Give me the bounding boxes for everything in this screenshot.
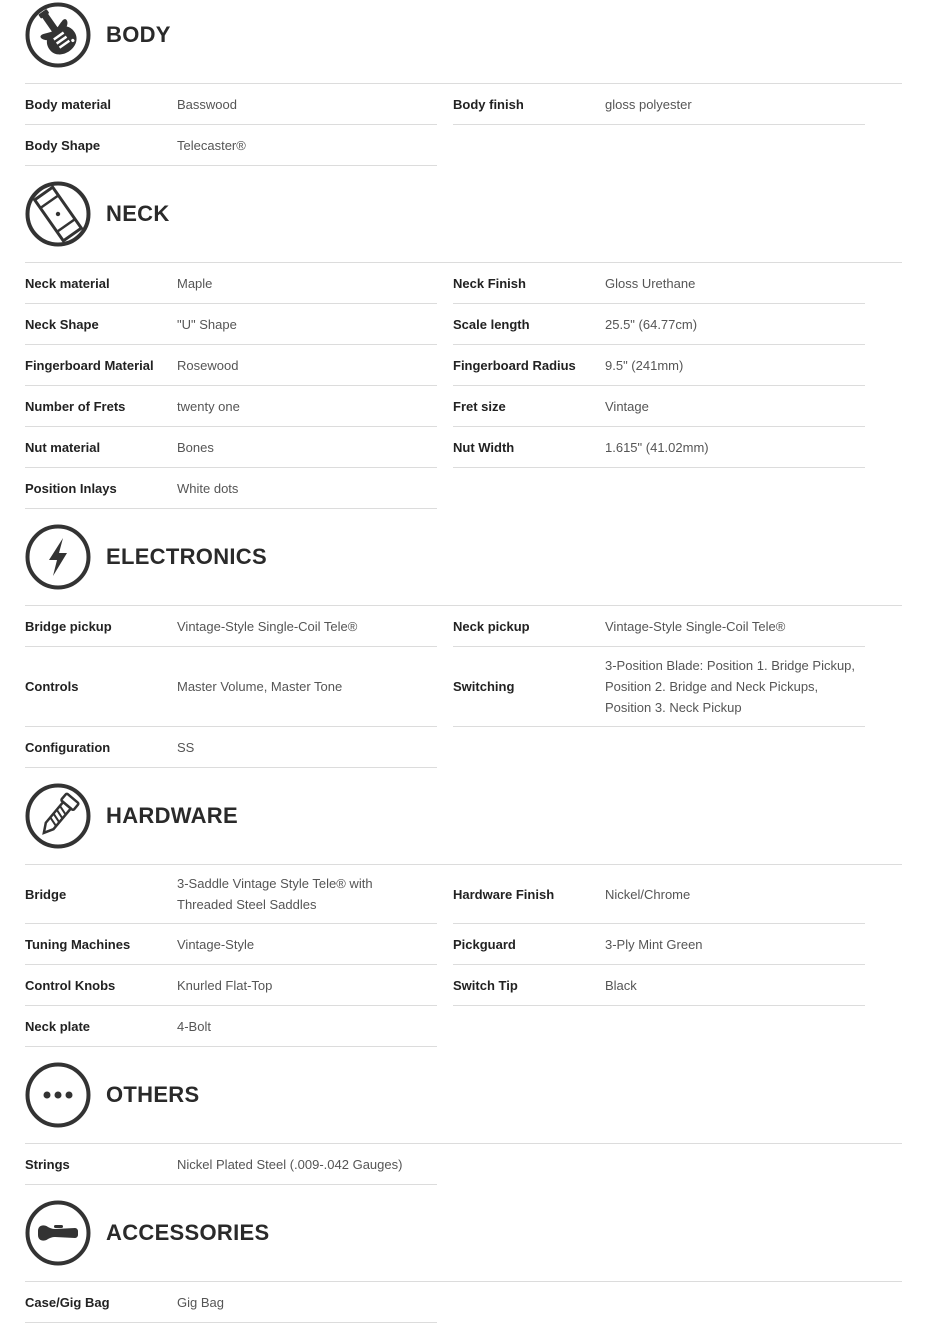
- section-header-hardware: [25, 783, 902, 849]
- neck-icon: [25, 181, 91, 247]
- spec-row-case-gig-bag: [25, 1282, 437, 1323]
- spec-row-nut-width: [453, 427, 865, 468]
- spec-row-switching: [453, 647, 865, 727]
- spec-value: Nickel Plated Steel (.009-.042 Gauges): [177, 1156, 403, 1172]
- spec-value: twenty one: [177, 398, 240, 414]
- spec-row-neck-finish: [453, 263, 865, 304]
- spec-value: 3-Position Blade: Position 1. Bridge Pickup, Position 2. Bridge and Neck Pickups, Position 3. Neck Pickup: [605, 658, 856, 715]
- spec-row-hardware-finish: [453, 865, 865, 924]
- section-header-neck: [25, 181, 902, 247]
- spec-label: Case/Gig Bag: [25, 1294, 110, 1310]
- spec-value: 4-Bolt: [177, 1018, 211, 1034]
- spec-label: Position Inlays: [25, 480, 117, 496]
- spec-value: Black: [605, 977, 637, 993]
- spec-row-neck-shape: [25, 304, 437, 345]
- spec-label: Controls: [25, 679, 79, 694]
- spec-value: Knurled Flat-Top: [177, 977, 273, 993]
- spec-row-controls: [25, 647, 437, 727]
- spec-value: 3-Saddle Vintage Style Tele® with Threaded Steel Saddles: [177, 876, 373, 912]
- spec-row-strings: [25, 1144, 437, 1185]
- spec-row-bridge: [25, 865, 437, 924]
- spec-label: Neck plate: [25, 1018, 91, 1034]
- screw-icon: [25, 783, 91, 849]
- spec-row-scale-length: [453, 304, 865, 345]
- spec-label: Body Shape: [25, 137, 101, 153]
- spec-row-neck-material: [25, 263, 437, 304]
- spec-value: 3-Ply Mint Green: [605, 936, 703, 952]
- spec-value: 9.5" (241mm): [605, 357, 684, 373]
- spec-label: Scale length: [453, 316, 530, 332]
- spec-label: Body finish: [453, 96, 524, 112]
- spec-value: "U" Shape: [177, 316, 237, 332]
- spec-value: White dots: [177, 480, 239, 496]
- spec-label: Fingerboard Radius: [453, 357, 576, 373]
- spec-value: Vintage-Style: [177, 936, 255, 952]
- spec-value: Bones: [177, 439, 214, 455]
- spec-row-body-material: [25, 84, 437, 125]
- spec-label: Tuning Machines: [25, 936, 131, 952]
- guitar-body-icon: [25, 2, 91, 68]
- section-title-neck: NECK: [106, 201, 170, 226]
- spec-row-body-shape: [25, 125, 437, 166]
- spec-value: 1.615" (41.02mm): [605, 439, 709, 455]
- more-dots-icon: [25, 1062, 91, 1128]
- spec-label: Pickguard: [453, 936, 516, 952]
- spec-row-switch-tip: [453, 965, 865, 1006]
- section-header-body: [25, 2, 902, 68]
- spec-row-body-finish: [453, 84, 865, 125]
- spec-row-configuration: [25, 727, 437, 768]
- section-title-body: BODY: [106, 22, 171, 47]
- spec-label: Switching: [453, 679, 515, 694]
- spec-value: Vintage-Style Single-Coil Tele®: [177, 618, 358, 634]
- spec-row-bridge-pickup: [25, 606, 437, 647]
- spec-value: Gloss Urethane: [605, 275, 696, 291]
- spec-row-pickguard: [453, 924, 865, 965]
- guitar-case-icon: [25, 1200, 91, 1266]
- spec-value: SS: [177, 739, 195, 755]
- spec-row-position-inlays: [25, 468, 437, 509]
- spec-label: Neck Shape: [25, 316, 99, 332]
- spec-value: Gig Bag: [177, 1294, 224, 1310]
- spec-label: Bridge pickup: [25, 618, 112, 634]
- spec-label: Control Knobs: [25, 977, 116, 993]
- spec-row-neck-plate: [25, 1006, 437, 1047]
- section-title-hardware: HARDWARE: [106, 803, 238, 828]
- spec-label: Strings: [25, 1156, 70, 1172]
- section-title-electronics: ELECTRONICS: [106, 544, 267, 569]
- section-header-electronics: [25, 524, 902, 590]
- spec-value: gloss polyester: [605, 96, 692, 112]
- spec-label: Neck pickup: [453, 618, 530, 634]
- spec-label: Nut material: [25, 439, 101, 455]
- spec-label: Configuration: [25, 739, 111, 755]
- spec-label: Hardware Finish: [453, 886, 555, 902]
- spec-row-fingerboard-material: [25, 345, 437, 386]
- spec-label: Bridge: [25, 886, 67, 902]
- spec-value: Vintage-Style Single-Coil Tele®: [605, 618, 786, 634]
- spec-label: Body material: [25, 96, 111, 112]
- spec-row-tuning-machines: [25, 924, 437, 965]
- spec-label: Neck Finish: [453, 275, 526, 291]
- spec-row-fret-size: [453, 386, 865, 427]
- spec-label: Switch Tip: [453, 977, 518, 993]
- spec-value: Rosewood: [177, 357, 239, 373]
- spec-label: Fingerboard Material: [25, 357, 154, 373]
- spec-row-control-knobs: [25, 965, 437, 1006]
- section-title-accessories: ACCESSORIES: [106, 1220, 270, 1245]
- spec-row-number-of-frets: [25, 386, 437, 427]
- spec-value: Nickel/Chrome: [605, 886, 691, 902]
- spec-value: Telecaster®: [177, 137, 246, 153]
- spec-value: Master Volume, Master Tone: [177, 679, 343, 694]
- section-header-others: [25, 1062, 902, 1128]
- section-header-accessories: [25, 1200, 902, 1266]
- spec-label: Nut Width: [453, 439, 515, 455]
- section-title-others: OTHERS: [106, 1082, 200, 1107]
- spec-value: Maple: [177, 275, 213, 291]
- spec-label: Fret size: [453, 398, 506, 414]
- spec-label: Neck material: [25, 275, 110, 291]
- lightning-bolt-icon: [25, 524, 91, 590]
- spec-label: Number of Frets: [25, 398, 126, 414]
- spec-value: 25.5" (64.77cm): [605, 316, 698, 332]
- spec-row-fingerboard-radius: [453, 345, 865, 386]
- spec-value: Basswood: [177, 96, 237, 112]
- spec-row-neck-pickup: [453, 606, 865, 647]
- spec-row-nut-material: [25, 427, 437, 468]
- spec-value: Vintage: [605, 398, 649, 414]
